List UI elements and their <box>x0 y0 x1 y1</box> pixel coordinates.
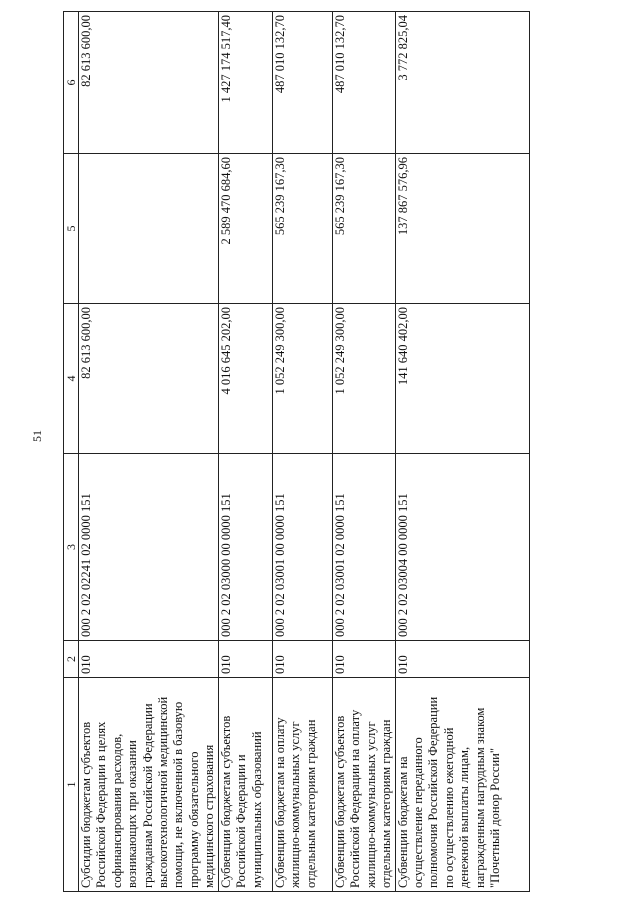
row-admin-code: 010 <box>273 641 333 678</box>
row-admin-code: 010 <box>395 641 529 678</box>
row-col5 <box>79 154 219 304</box>
page-number: 51 <box>30 430 44 442</box>
row-budget-code: 000 2 02 03000 00 0000 151 <box>219 454 273 641</box>
row-col4: 1 052 249 300,00 <box>333 304 396 454</box>
budget-table <box>63 11 530 892</box>
row-admin-code: 010 <box>79 641 219 678</box>
row-name: Субсидии бюджетам субъектов Российской Федерации в целях софинансирования расходов, возникающих при оказании гражданам Российской Федерации высокотехнологичной медицинской помощи, не включенной в базовую программу обязательного медицинского страхования <box>79 678 219 892</box>
row-admin-code: 010 <box>333 641 396 678</box>
table-row <box>219 12 273 892</box>
row-col6: 487 010 132,70 <box>333 12 396 154</box>
row-name: Субвенции бюджетам субъектов Российской Федерации и муниципальных образований <box>219 678 273 892</box>
row-budget-code: 000 2 02 02241 02 0000 151 <box>79 454 219 641</box>
row-col5: 565 239 167,30 <box>333 154 396 304</box>
header-row <box>64 12 79 892</box>
table-row <box>395 12 529 892</box>
header-cell: 5 <box>64 154 79 304</box>
header-cell: 6 <box>64 12 79 154</box>
row-admin-code: 010 <box>219 641 273 678</box>
row-col6: 3 772 825,04 <box>395 12 529 154</box>
row-col6: 82 613 600,00 <box>79 12 219 154</box>
header-cell: 2 <box>64 641 79 678</box>
row-col4: 1 052 249 300,00 <box>273 304 333 454</box>
row-col6: 1 427 174 517,40 <box>219 12 273 154</box>
row-budget-code: 000 2 02 03001 02 0000 151 <box>333 454 396 641</box>
row-col4: 141 640 402,00 <box>395 304 529 454</box>
row-col5: 565 239 167,30 <box>273 154 333 304</box>
row-col4: 82 613 600,00 <box>79 304 219 454</box>
row-name: Субвенции бюджетам на оплату жилищно-коммунальных услуг отдельным категориям граждан <box>273 678 333 892</box>
header-cell: 1 <box>64 678 79 892</box>
rotated-page <box>63 12 623 892</box>
table-row <box>333 12 396 892</box>
row-name: Субвенции бюджетам на осуществление переданного полномочия Российской Федерации по осуществлению ежегодной денежной выплаты лицам, награжденным нагрудным знаком "Почетный донор России" <box>395 678 529 892</box>
row-budget-code: 000 2 02 03001 00 0000 151 <box>273 454 333 641</box>
header-cell: 3 <box>64 454 79 641</box>
row-col4: 4 016 645 202,00 <box>219 304 273 454</box>
row-col5: 137 867 576,96 <box>395 154 529 304</box>
row-col6: 487 010 132,70 <box>273 12 333 154</box>
table-row <box>79 12 219 892</box>
table-row <box>273 12 333 892</box>
row-budget-code: 000 2 02 03004 00 0000 151 <box>395 454 529 641</box>
row-col5: 2 589 470 684,60 <box>219 154 273 304</box>
row-name: Субвенции бюджетам субъектов Российской Федерации на оплату жилищно-коммунальных услуг отдельным категориям граждан <box>333 678 396 892</box>
header-cell: 4 <box>64 304 79 454</box>
